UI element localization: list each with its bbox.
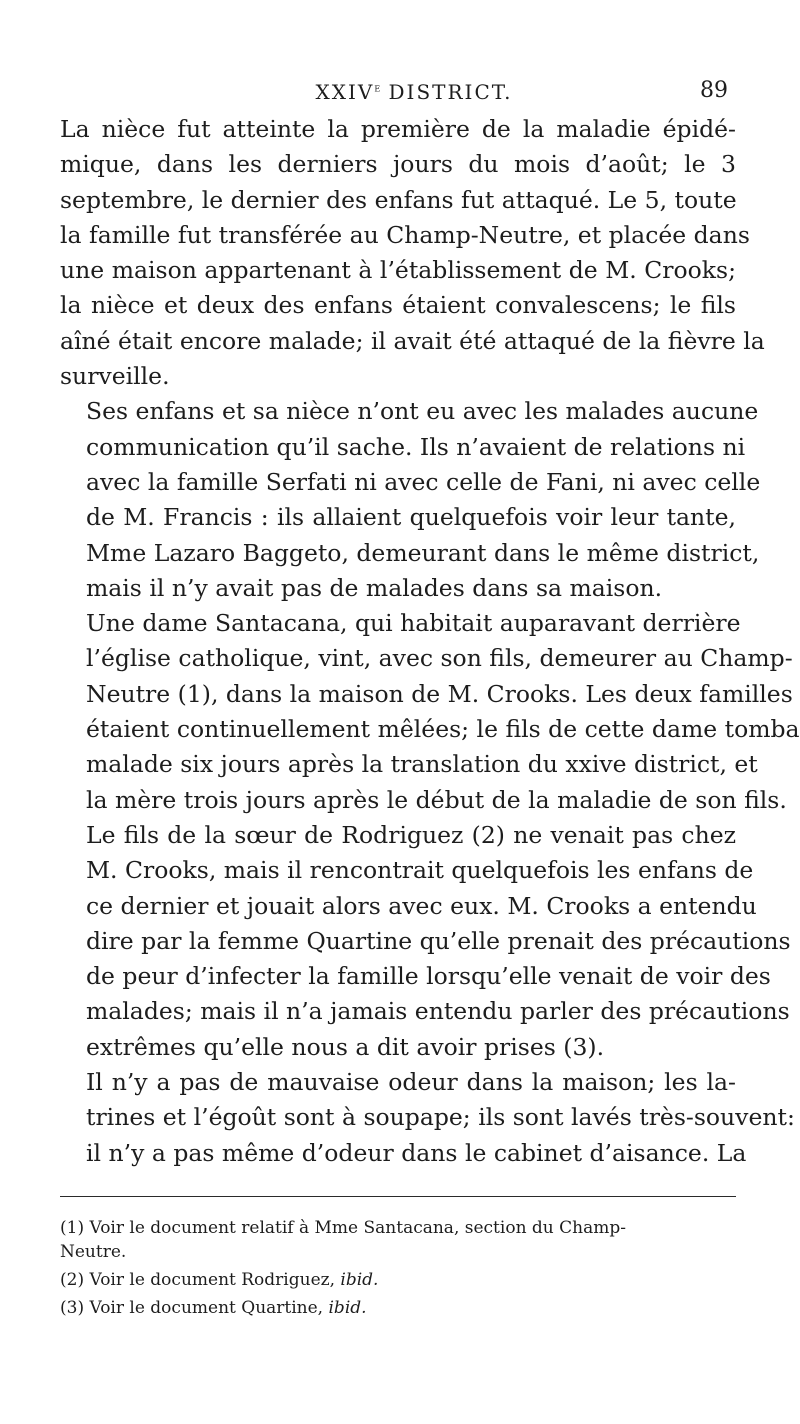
running-title-word: DISTRICT. [388, 80, 513, 104]
body-text [60, 112, 800, 1171]
footnote-3-text: (3) Voir le document Quartine, [60, 1298, 324, 1318]
footnote-2-ibid: ibid. [340, 1270, 379, 1290]
text-line: aîné était encore malade; il avait été attaqué de la fièvre la [60, 326, 765, 355]
text-line: Ses enfans et sa nièce n’ont eu avec les malades aucune [86, 397, 759, 426]
running-title [100, 80, 728, 104]
paragraph-4 [60, 818, 791, 1065]
text-line: la nièce et deux des enfans étaient convalescens; le fils [60, 291, 736, 320]
text-line: la famille fut transférée au Champ-Neutre, et placée dans [60, 220, 750, 249]
text-line: La nièce fut atteinte la première de la maladie épidé- [60, 115, 736, 143]
text-line: Mme Lazaro Baggeto, demeurant dans le même district, [86, 538, 760, 567]
text-line: une maison appartenant à l’établissement de M. Crooks; [60, 256, 736, 285]
text-line: trines et l’égoût sont à soupape; ils sont lavés très-souvent: [86, 1103, 795, 1132]
text-line: de peur d’infecter la famille lorsqu’elle venait de voir des [86, 962, 771, 991]
text-line: la mère trois jours après le début de la maladie de son fils. [86, 785, 787, 814]
footnote-2-text: (2) Voir le document Rodriguez, [60, 1270, 335, 1290]
running-title-superscript: e [374, 80, 381, 95]
text-line: surveille. [60, 362, 170, 391]
text-line: ce dernier et jouait alors avec eux. M. Crooks a entendu [86, 891, 757, 920]
footnote-3 [60, 1296, 736, 1320]
footnote-1-text-cont: Neutre. [60, 1242, 127, 1262]
text-line: dire par la femme Quartine qu’elle prenait des précautions [86, 926, 791, 955]
footnote-1 [60, 1216, 736, 1264]
paragraph-1 [60, 112, 765, 394]
text-line: M. Crooks, mais il rencontrait quelquefois les enfans de [86, 856, 754, 885]
running-title-number: XXIV [315, 80, 375, 104]
text-line: de M. Francis : ils allaient quelquefois voir leur tante, [86, 503, 736, 532]
text-line: Une dame Santacana, qui habitait auparavant derrière [86, 609, 741, 638]
text-line: Neutre (1), dans la maison de M. Crooks. Les deux familles [86, 679, 793, 708]
footnote-3-ibid: ibid. [328, 1298, 367, 1318]
text-line: malades; mais il n’a jamais entendu parler des précautions [86, 997, 790, 1026]
footnote-1-text: (1) Voir le document relatif à Mme Santacana, section du Champ- [60, 1218, 626, 1238]
text-line: Le fils de la sœur de Rodriguez (2) ne venait pas chez [86, 820, 736, 849]
text-line: il n’y a pas même d’odeur dans le cabinet d’aisance. La [86, 1138, 747, 1167]
page-header [100, 76, 728, 106]
paragraph-3 [60, 606, 800, 818]
paragraph-5 [60, 1065, 795, 1171]
text-line: Il n’y a pas de mauvaise odeur dans la maison; les la- [86, 1068, 736, 1097]
text-line: mais il n’y avait pas de malades dans sa maison. [86, 573, 663, 602]
text-line: malade six jours après la translation du xxive district, et [86, 750, 758, 779]
text-line: mique, dans les derniers jours du mois d’août; le 3 [60, 150, 736, 179]
footnotes [60, 1216, 736, 1324]
footnote-2 [60, 1268, 736, 1292]
text-line: avec la famille Serfati ni avec celle de Fani, ni avec celle [86, 467, 761, 496]
text-line: étaient continuellement mêlées; le fils de cette dame tomba [86, 715, 800, 744]
text-line: extrêmes qu’elle nous a dit avoir prises (3). [86, 1032, 605, 1061]
text-line: septembre, le dernier des enfans fut attaqué. Le 5, toute [60, 185, 737, 214]
text-line: communication qu’il sache. Ils n’avaient de relations ni [86, 432, 746, 461]
text-line: l’église catholique, vint, avec son fils, demeurer au Champ- [86, 644, 793, 673]
footnote-rule [60, 1196, 736, 1197]
paragraph-2 [60, 394, 761, 606]
page-number: 89 [700, 78, 728, 103]
